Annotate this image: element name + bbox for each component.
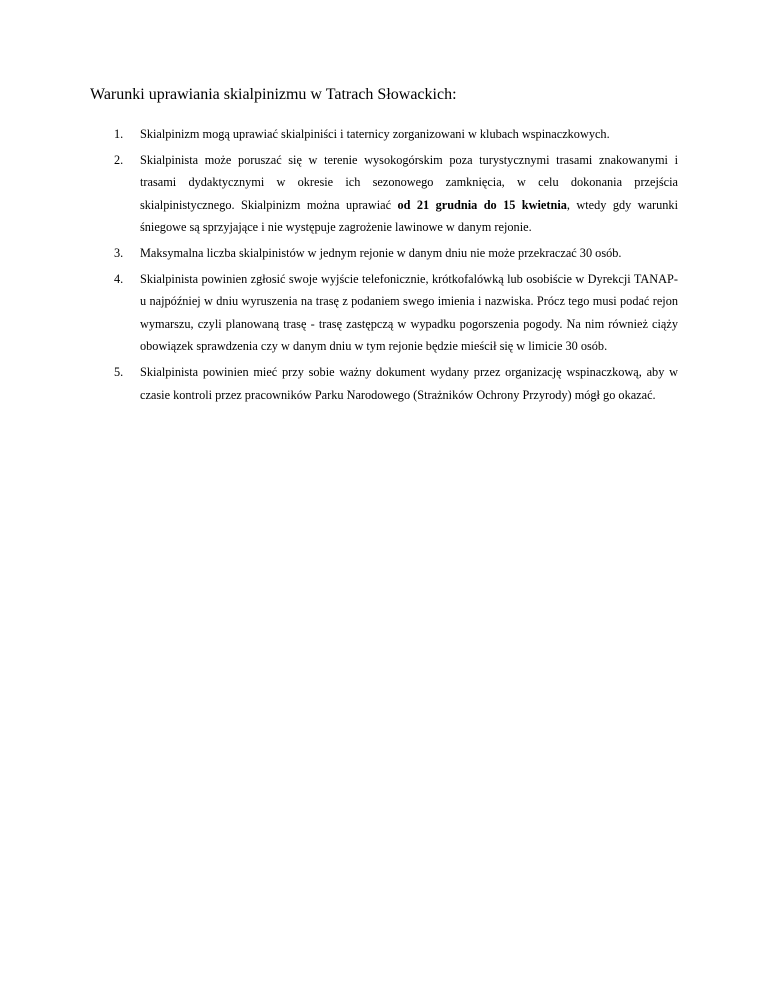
list-item xyxy=(0,268,768,358)
list-item-number: 4. xyxy=(114,271,124,286)
list-item-number: 5. xyxy=(114,364,124,379)
list-item-number: 1. xyxy=(114,127,124,141)
list-item-text: Maksymalna liczba skialpinistów w jednym rejonie w danym dniu nie może przekraczać 30 osób. xyxy=(140,245,622,260)
rules-list xyxy=(0,123,768,409)
list-item-text: Skialpinista powinien zgłosić swoje wyjście telefonicznie, krótkofalówką lub osobiście w Dyrekcji TANAP-u najpóźniej w dniu wyruszenia na trasę z podaniem swego imienia i nazwiska. Prócz tego musi podać rejon wymarszu, czyli planowaną trasę - trasę zastępczą w wypadku pogorszenia pogody. Na nim również ciąży obowiązek sprawdzenia czy w danym dniu w tym rejonie będzie mieścił się w limicie 30 osób. xyxy=(140,271,678,354)
list-item-text: Skialpinista powinien mieć przy sobie ważny dokument wydany przez organizację wspinaczkową, aby w czasie kontroli przez pracowników Parku Narodowego (Strażników Ochrony Przyrody) mógł go okazać. xyxy=(140,364,678,402)
list-item xyxy=(0,361,768,406)
list-item-number: 3. xyxy=(114,245,124,260)
season-dates-emphasis: od 21 grudnia do 15 kwietnia xyxy=(397,197,567,212)
list-item-text: Skialpinizm mogą uprawiać skialpiniści i taternicy zorganizowani w klubach wspinaczkowych. xyxy=(140,127,610,141)
list-item xyxy=(0,123,768,146)
list-item-number: 2. xyxy=(114,152,124,167)
document-title: Warunki uprawiania skialpinizmu w Tatrach Słowackich: xyxy=(90,86,457,103)
list-item-text: Skialpinista może poruszać się w terenie wysokogórskim poza turystycznymi trasami znakowanymi i trasami dydaktycznymi w okresie ich sezonowego zamknięcia, w celu dokonania przejścia skialpinistycznego. Skialpinizm można uprawiać xyxy=(140,152,678,212)
list-item xyxy=(0,149,768,239)
list-item-text-continued: , wtedy gdy warunki śniegowe są sprzyjające i nie występuje zagrożenie lawinowe w danym rejonie. xyxy=(140,197,678,235)
list-item xyxy=(0,242,768,265)
